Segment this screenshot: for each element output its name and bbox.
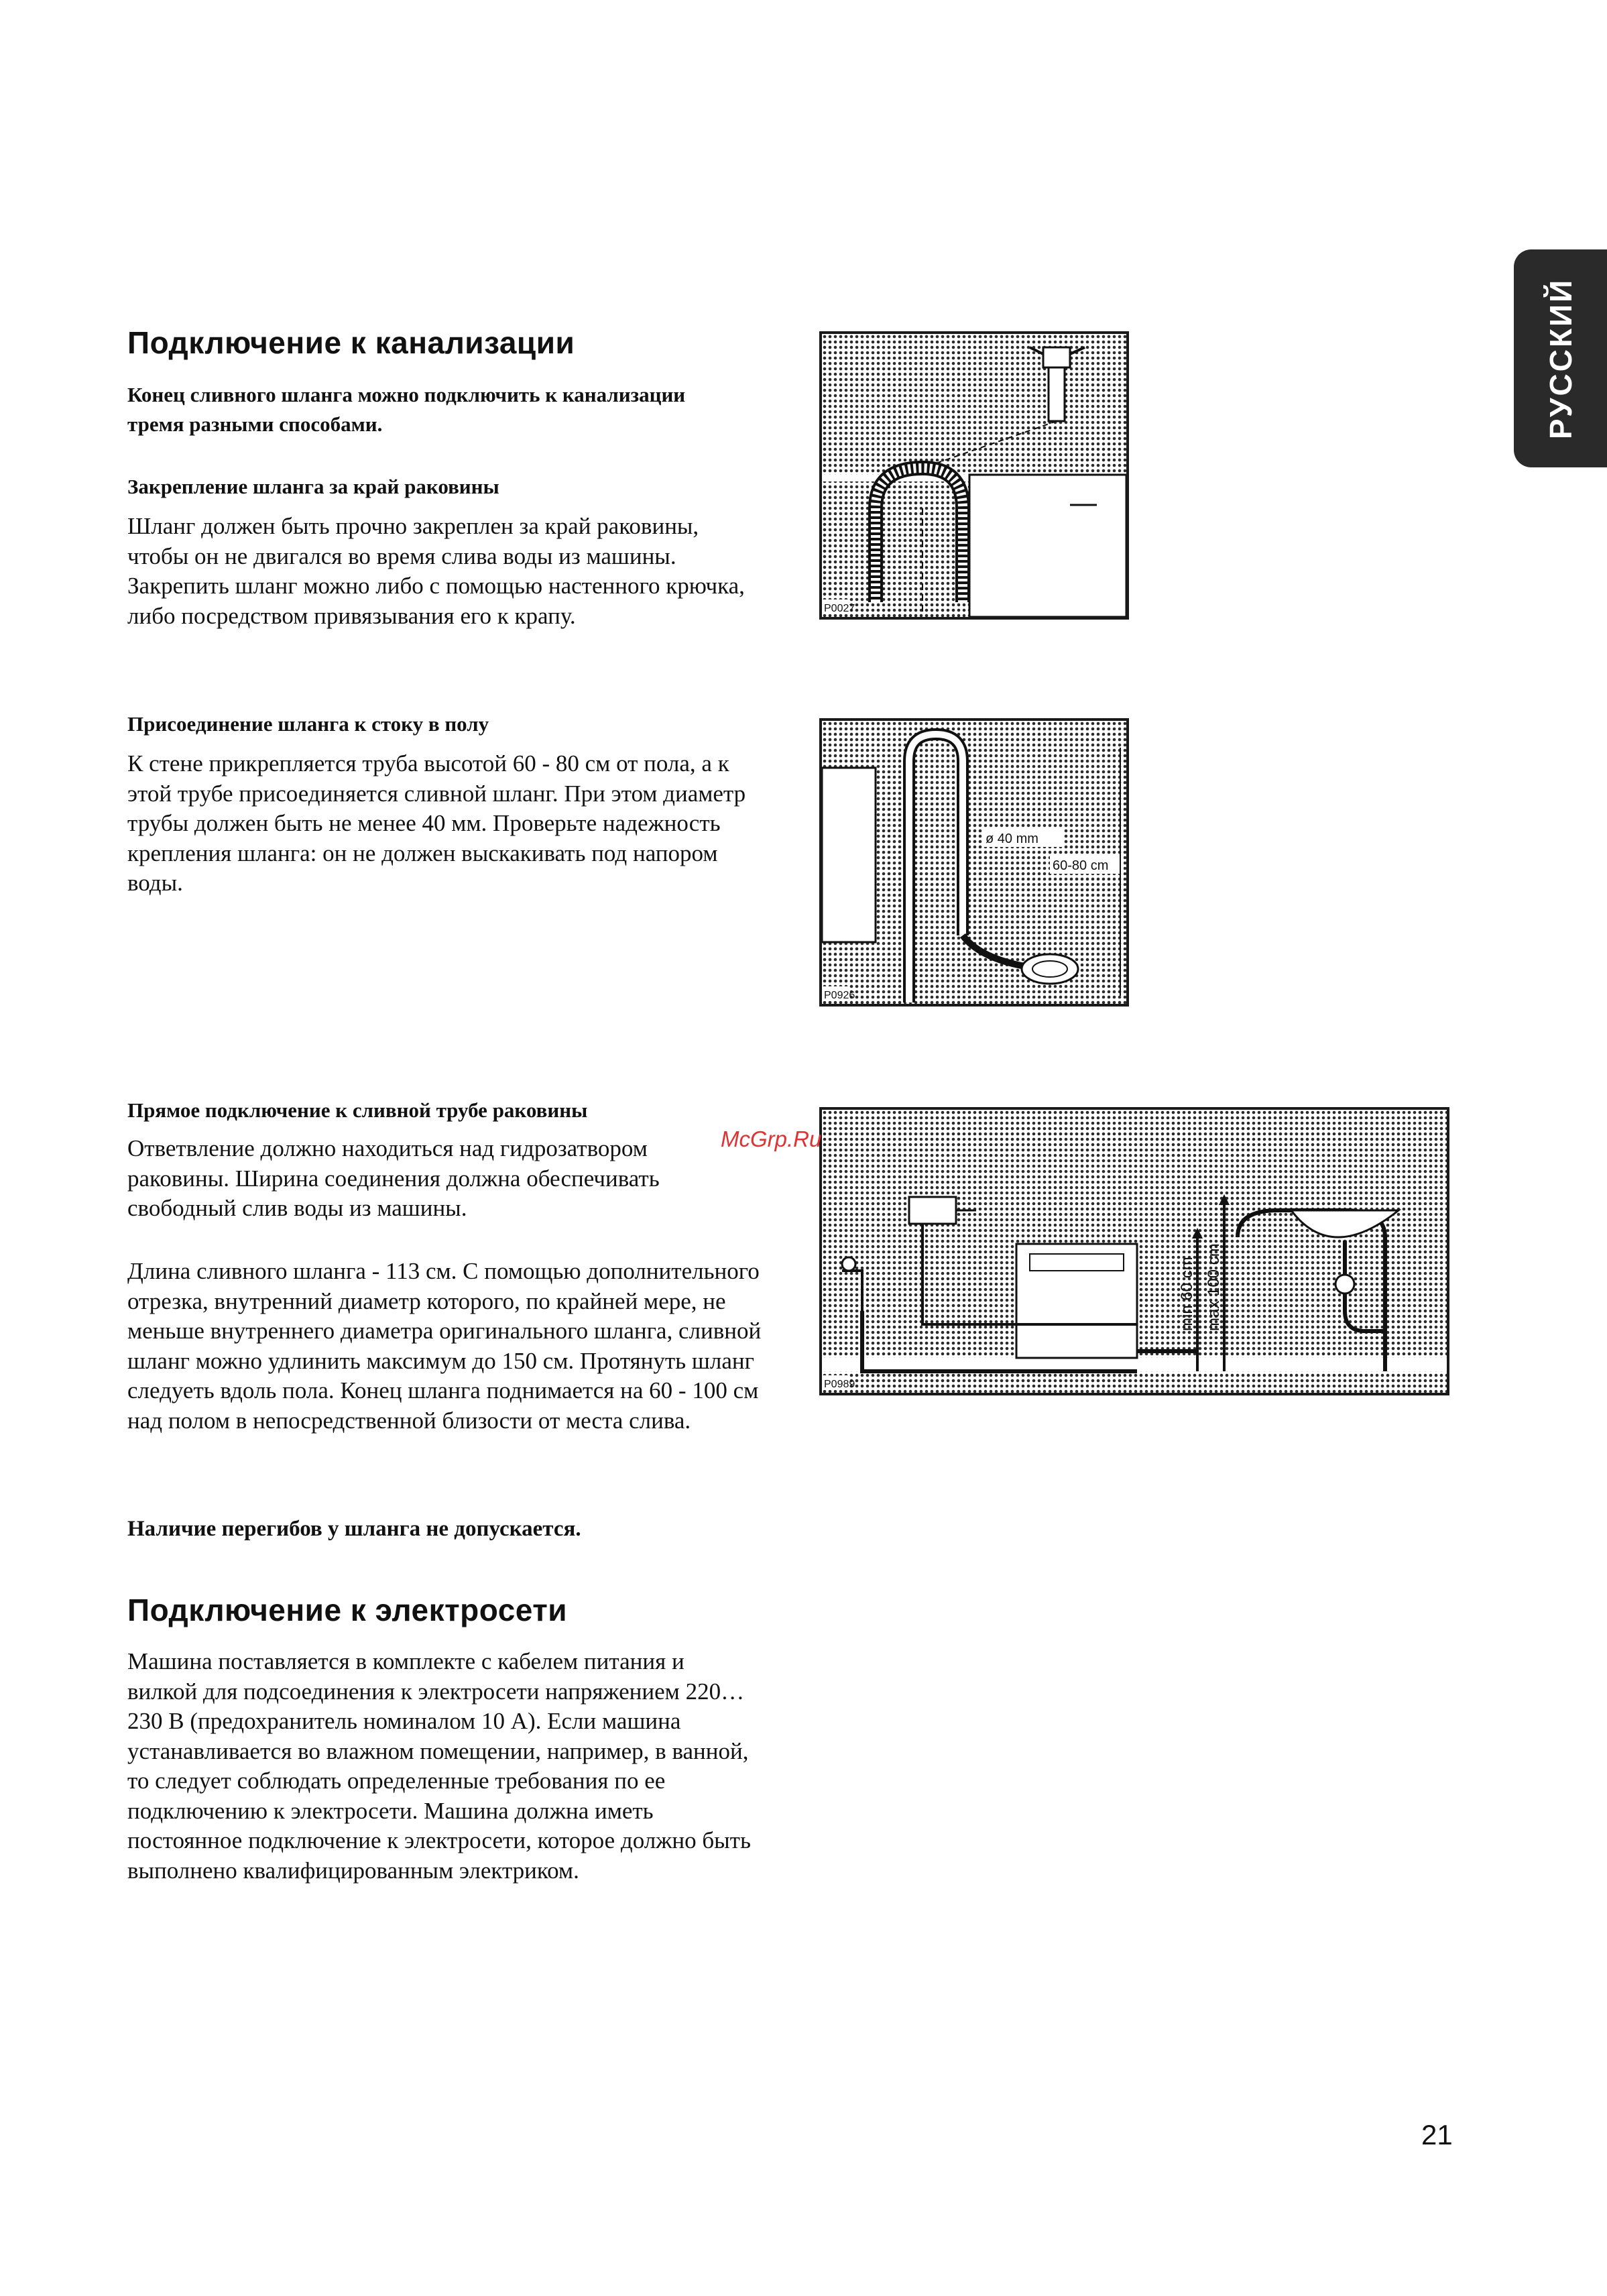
paragraph-sink-pipe-1: Ответвление должно находиться над гидрозатвором раковины. Ширина соединения должна обеспечивать свободный слив воды из машины. bbox=[127, 1135, 660, 1221]
paragraph-sink-pipe-2: Длина сливного шланга - 113 см. С помощью дополнительного отрезка, внутренний диаметр которого, по крайней мере, не меньше внутреннего диаметра оригинального шланга, сливной шланг можно удлинить максимум до 150 см. Протянуть шланг следуеть вдоль пола. Конец шланга поднимается на 60 - 100 см над полом в непосредственной близости от места слива. bbox=[127, 1258, 762, 1434]
paragraph-floor-drain: К стене прикрепляется труба высотой 60 - 80 см от пола, а к этой трубе присоединяется сливной шланг. При этом диаметр трубы должен быть не менее 40 мм. Проверьте надежность крепления шланга: он не должен выскакивать под напором воды. bbox=[127, 750, 746, 896]
figure-label-max: max 100 cm bbox=[1205, 1243, 1223, 1331]
watermark: McGrp.Ru bbox=[721, 1127, 822, 1151]
paragraph-sink-edge: Шланг должен быть прочно закреплен за край раковины, чтобы он не двигался во время слива воды из машины. Закрепить шланг можно либо с помощью настенного крючка, либо посредством привязывания его к крапу. bbox=[127, 513, 745, 629]
subheading-sink-edge: Закрепление шланга за край раковины bbox=[127, 475, 499, 498]
figure-label-height: 60-80 cm bbox=[1053, 858, 1109, 873]
figure-code-3: P0989 bbox=[824, 1379, 855, 1390]
warning-no-kinks: Наличие перегибов у шланга не допускается. bbox=[127, 1517, 581, 1541]
figure-floor-drain bbox=[819, 718, 1129, 1007]
figure-label-min: min 60 cm bbox=[1178, 1257, 1196, 1331]
figure-sink-edge bbox=[819, 331, 1129, 620]
section-title-electric: Подключение к электросети bbox=[127, 1593, 568, 1627]
page-number: 21 bbox=[1421, 2119, 1453, 2150]
paragraph-electric: Машина поставляется в комплекте с кабелем питания и вилкой для подсоединения к электросети напряжением 220…230 В (предохранитель номиналом 10 А). Если машина устанавливается во влажном помещении, например, в ванной, то следует соблюдать определенные требования по ее подключению к электросети. Машина должна иметь постоянное подключение к электросети, которое должно быть выполнено квалифицированным электриком. bbox=[127, 1648, 751, 1884]
figure-code-2: P0926 bbox=[824, 990, 855, 1001]
figure-label-diameter: ø 40 mm bbox=[986, 831, 1038, 846]
subheading-sink-pipe: Прямое подключение к сливной трубе раковины bbox=[127, 1098, 588, 1122]
language-tab bbox=[1514, 249, 1607, 467]
section-lead: Конец сливного шланга можно подключить к канализации тремя разными способами. bbox=[127, 383, 686, 436]
language-tab-label: РУССКИЙ bbox=[1543, 278, 1578, 439]
figure-sink-pipe bbox=[819, 1107, 1449, 1395]
section-title-drain: Подключение к канализации bbox=[127, 325, 575, 360]
figure-code-1: P0027 bbox=[824, 603, 855, 614]
subheading-floor-drain: Присоединение шланга к стоку в полу bbox=[127, 712, 489, 736]
